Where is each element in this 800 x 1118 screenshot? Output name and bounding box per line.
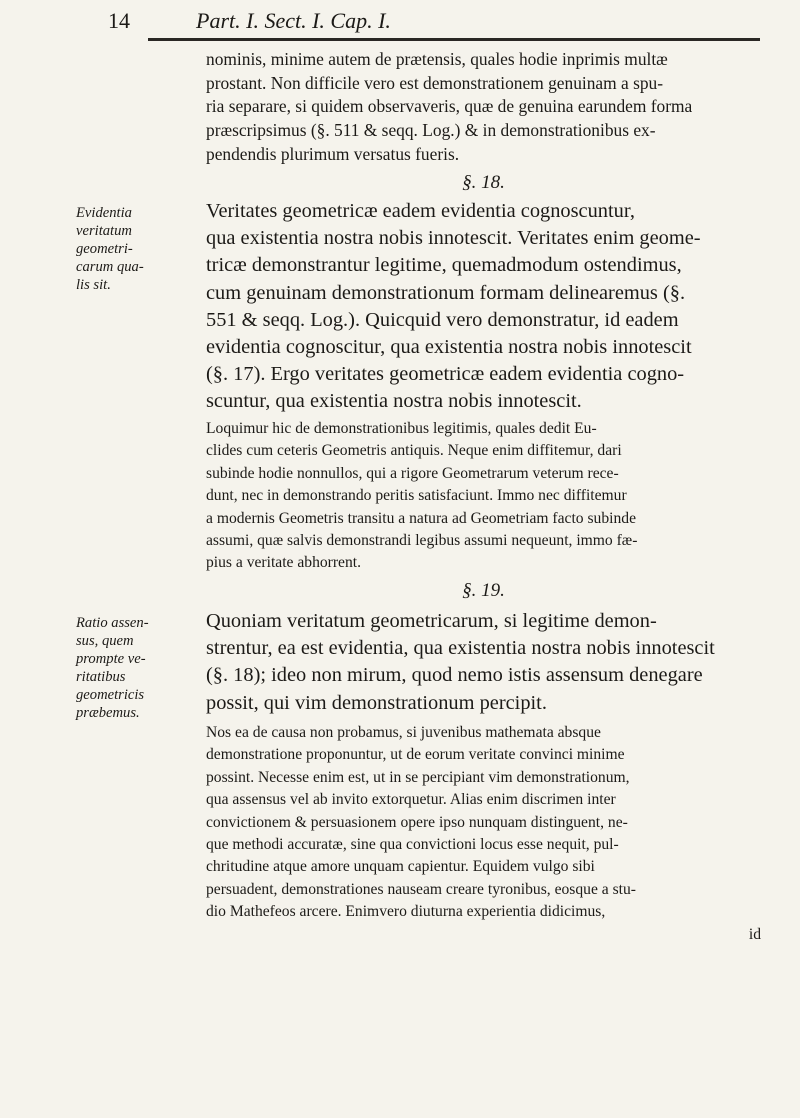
- paragraph-continuation: [206, 48, 761, 167]
- margin-line: geometricis: [76, 687, 145, 703]
- text-line: pendendis plurimum versatus fueris.: [206, 143, 460, 164]
- margin-line: Evidentia: [76, 205, 132, 221]
- scholium-19: [206, 722, 761, 946]
- text-line: evidentia cognoscitur, qua existentia nostra nobis innotescit: [206, 336, 692, 359]
- margin-line: geometri-: [76, 241, 133, 257]
- text-line: qua assensus vel ab invito extorquetur. Alias enim discrimen inter: [206, 791, 616, 809]
- text-line: convictionem & persuasionem opere ipso nunquam distinguent, ne-: [206, 813, 628, 831]
- text-line: chritudine atque amore unquam capientur. Equidem vulgo sibi: [206, 858, 595, 876]
- margin-line: Ratio assen-: [76, 615, 149, 631]
- margin-line: præbemus.: [76, 705, 140, 721]
- text-line: dunt, nec in demonstrando peritis satisfaciunt. Immo nec diffitemur: [206, 487, 627, 505]
- margin-line: ritatibus: [76, 669, 126, 685]
- text-line: assumi, quæ salvis demonstrandi legibus assumi nequeunt, immo fæ-: [206, 532, 638, 550]
- text-line: (§. 18); ideo non mirum, quod nemo istis assensum denegare: [206, 664, 703, 687]
- text-line: clides cum ceteris Geometris antiquis. Neque enim diffitemur, dari: [206, 442, 622, 460]
- text-line: possit, qui vim demonstrationum percipit.: [206, 691, 547, 714]
- text-line: ria separare, si quidem observaveris, quæ de genuina earundem forma: [206, 96, 693, 117]
- margin-line: veritatum: [76, 223, 132, 239]
- margin-note-evidentia: [76, 204, 206, 294]
- page-number: 14: [108, 8, 130, 33]
- text-line: subinde hodie nonnullos, qui a rigore Geometrarum veterum rece-: [206, 464, 619, 482]
- margin-line: prompte ve-: [76, 651, 146, 667]
- text-line: dio Mathefeos arcere. Enimvero diuturna experientia didicimus,: [206, 903, 606, 921]
- scholium-18: [206, 418, 761, 575]
- text-line: persuadent, demonstrationes nauseam creare tyronibus, eosque a stu-: [206, 880, 636, 898]
- text-line: nominis, minime autem de prætensis, quales hodie inprimis multæ: [206, 49, 668, 69]
- text-line: demonstratione proponuntur, ut de eorum veritate convinci minime: [206, 746, 625, 764]
- text-line: pius a veritate abhorrent.: [206, 554, 362, 572]
- margin-line: carum qua-: [76, 259, 144, 275]
- margin-line: sus, quem: [76, 633, 134, 649]
- margin-note-ratio: [76, 614, 206, 722]
- text-line: a modernis Geometris transitu a natura ad Geometriam facto subinde: [206, 509, 636, 527]
- text-line: Veritates geometricæ eadem evidentia cognoscuntur,: [206, 200, 635, 222]
- text-line: qua existentia nostra nobis innotescit. Veritates enim geome-: [206, 227, 701, 250]
- header-rule: [148, 38, 760, 41]
- text-line: prostant. Non difficile vero est demonstrationem genuinam a spu-: [206, 72, 664, 93]
- proposition-19: [206, 608, 761, 717]
- text-line: præscripsimus (§. 511 & seqq. Log.) & in demonstrationibus ex-: [206, 120, 656, 141]
- text-line: possint. Necesse enim est, ut in se percipiant vim demonstrationum,: [206, 768, 630, 786]
- text-line: scuntur, qua existentia nostra nobis innotescit.: [206, 390, 582, 413]
- text-line: (§. 17). Ergo veritates geometricæ eadem evidentia cogno-: [206, 363, 685, 386]
- margin-line: lis sit.: [76, 277, 111, 293]
- section-heading-19: §. 19.: [462, 580, 505, 601]
- text-line: tricæ demonstrantur legitime, quemadmodum ostendimus,: [206, 254, 682, 277]
- running-head: Part. I. Sect. I. Cap. I.: [196, 8, 391, 33]
- text-line: Quoniam veritatum geometricarum, si legitime demon-: [206, 610, 657, 632]
- section-heading-18: §. 18.: [462, 172, 505, 193]
- text-line: 551 & seqq. Log.). Quicquid vero demonstratur, id eadem: [206, 308, 679, 331]
- text-line: Nos ea de causa non probamus, si juvenibus mathemata absque: [206, 724, 601, 741]
- text-line: Loquimur hic de demonstrationibus legitimis, quales dedit Eu-: [206, 420, 597, 437]
- page-header: [108, 6, 758, 38]
- text-line: que methodi accuratæ, sine qua convictioni locus esse nequit, pul-: [206, 836, 619, 854]
- catchword: id: [748, 925, 761, 943]
- proposition-18: [206, 198, 761, 416]
- text-line: cum genuinam demonstrationum formam delinearemus (§.: [206, 281, 686, 304]
- text-line: strentur, ea est evidentia, qua existentia nostra nobis innotescit: [206, 637, 715, 660]
